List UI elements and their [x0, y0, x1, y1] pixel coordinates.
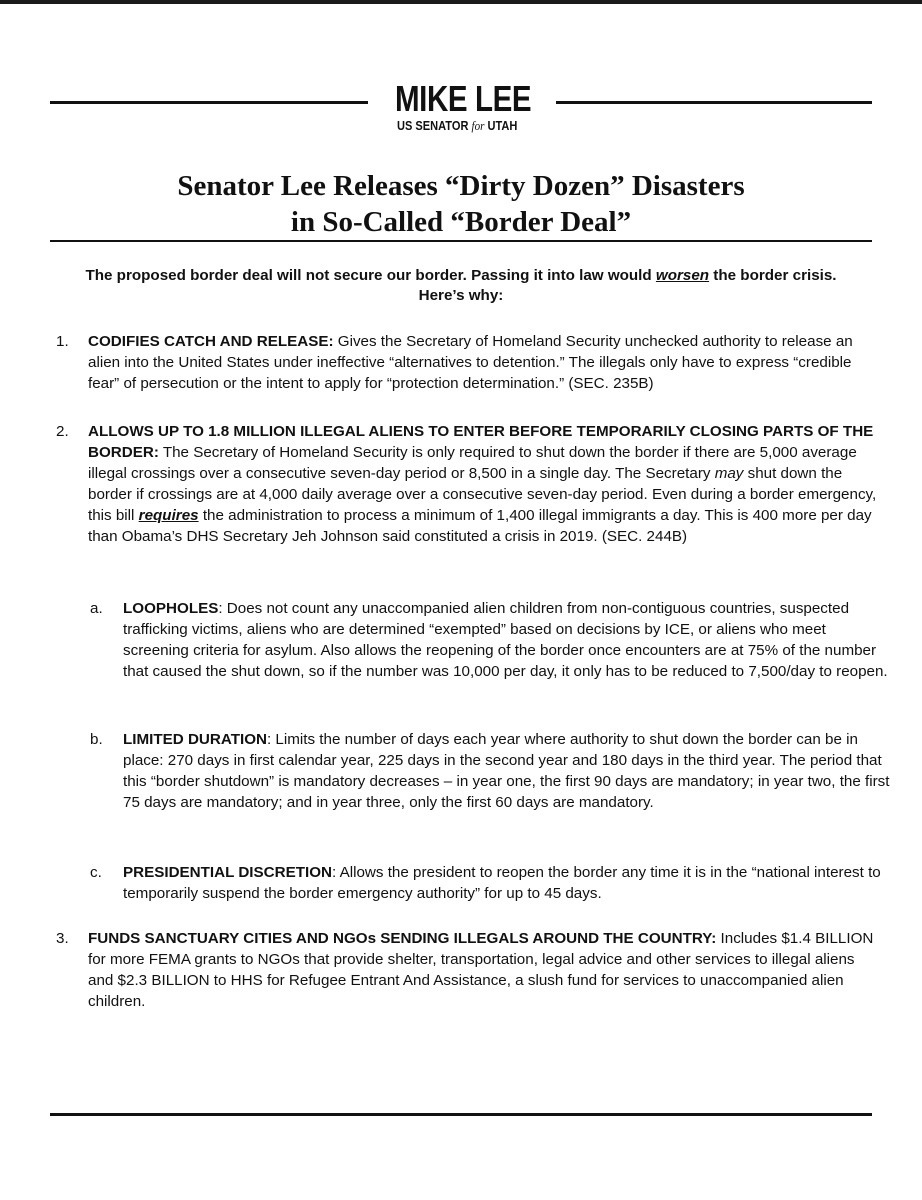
letterhead-rule-right: [556, 101, 872, 104]
sub-item: c. PRESIDENTIAL DISCRETION: Allows the president to reopen the border any time it is in the “national interest to temporarily suspend the border emergency authority” for up to 45 days.: [90, 864, 881, 902]
intro-statement: The proposed border deal will not secure our border. Passing it into law would worsen the border crisis. Here’s why:: [85, 267, 837, 304]
letterhead: [50, 80, 872, 140]
intro-emphasis: worsen: [655, 267, 710, 284]
item-heading: ALLOWS UP TO 1.8 MILLION ILLEGAL ALIENS TO ENTER BEFORE TEMPORARILY CLOSING PARTS OF THE BORDER:: [88, 423, 874, 461]
footer-rule: [50, 1113, 872, 1116]
list-item: [56, 928, 882, 1012]
sub-item-letter: a.: [90, 600, 103, 617]
item-heading: FUNDS SANCTUARY CITIES AND NGOs SENDING ILLEGALS AROUND THE COUNTRY:: [88, 930, 717, 947]
senator-logo: [395, 80, 540, 134]
sub-item-heading: LIMITED DURATION: [123, 731, 267, 748]
sub-item-letter: b.: [90, 731, 103, 748]
top-border: [0, 0, 922, 4]
item-text: Includes $1.4 BILLION for more FEMA grants to NGOs that provide shelter, transportation, legal advice and other services to illegal aliens and $2.3 BILLION to HHS for Refugee Entrant And Assistance, a slush fund for services to unaccompanied alien children.: [88, 930, 874, 1010]
emphasis-requires: requires: [138, 507, 199, 524]
item-number: 3.: [56, 930, 69, 947]
emphasis-may: may: [714, 465, 744, 482]
document-title: [50, 168, 872, 240]
item-text: Gives the Secretary of Homeland Security unchecked authority to release an alien into the United States under ineffective “alternatives to detention.” The illegals only have to express “credible fear” of persecution or the intent to apply for “protection determination.” (SEC. 235B): [88, 333, 853, 392]
sub-item-letter: c.: [90, 864, 102, 881]
title-underline: [50, 240, 872, 242]
item-number: 2.: [56, 423, 69, 440]
sub-item-heading: LOOPHOLES: [123, 600, 219, 617]
sub-item-heading: PRESIDENTIAL DISCRETION: [123, 864, 332, 881]
logo-name: MIKE LEE: [395, 78, 532, 119]
list-item: 2. ALLOWS UP TO 1.8 MILLION ILLEGAL ALIENS TO ENTER BEFORE TEMPORARILY CLOSING PARTS OF THE BORDER: The Secretary of Homeland Security is only required to shut down the border if there are 5,000 average illegal crossings over a consecutive seven-day period or 8,500 in a single day. The Secretary may shut down the border if crossings are at 4,000 daily average over a consecutive seven-day period. Even during a border emergency, this bill requires the administration to process a minimum of 1,400 illegal immigrants a day. This is 400 more per day than Obama’s DHS Secretary Jeh Johnson said constituted a crisis in 2019. (SEC. 244B): [56, 423, 877, 545]
list-item: [56, 331, 882, 394]
item-number: 1.: [56, 333, 69, 350]
title-line-2: in So-Called “Border Deal”: [290, 206, 632, 238]
title-line-1: Senator Lee Releases “Dirty Dozen” Disasters: [177, 170, 745, 202]
item-heading: CODIFIES CATCH AND RELEASE:: [88, 333, 334, 350]
sub-item: b. LIMITED DURATION: Limits the number of days each year where authority to shut down the border can be in place: 270 days in first calendar year, 225 days in the second year and 180 days in the third year. The period that this “border shutdown” is mandatory decreases – in year one, the first 90 days are mandatory; in year two, the first 75 days are mandatory; and in year three, only the first 60 days are mandatory.: [90, 731, 890, 811]
logo-subtitle: US SENATOR for UTAH: [397, 118, 518, 133]
sub-item: a. LOOPHOLES: Does not count any unaccompanied alien children from non-contiguous countries, suspected trafficking victims, aliens who are determined “exempted” based on decisions by ICE, or aliens who meet screening criteria for asylum. Also allows the reopening of the border once encounters are at 75% of the number that caused the shut down, so if the number was 10,000 per day, it only has to be reduced to 7,500/day to reopen.: [90, 600, 888, 680]
letterhead-rule-left: [50, 101, 368, 104]
